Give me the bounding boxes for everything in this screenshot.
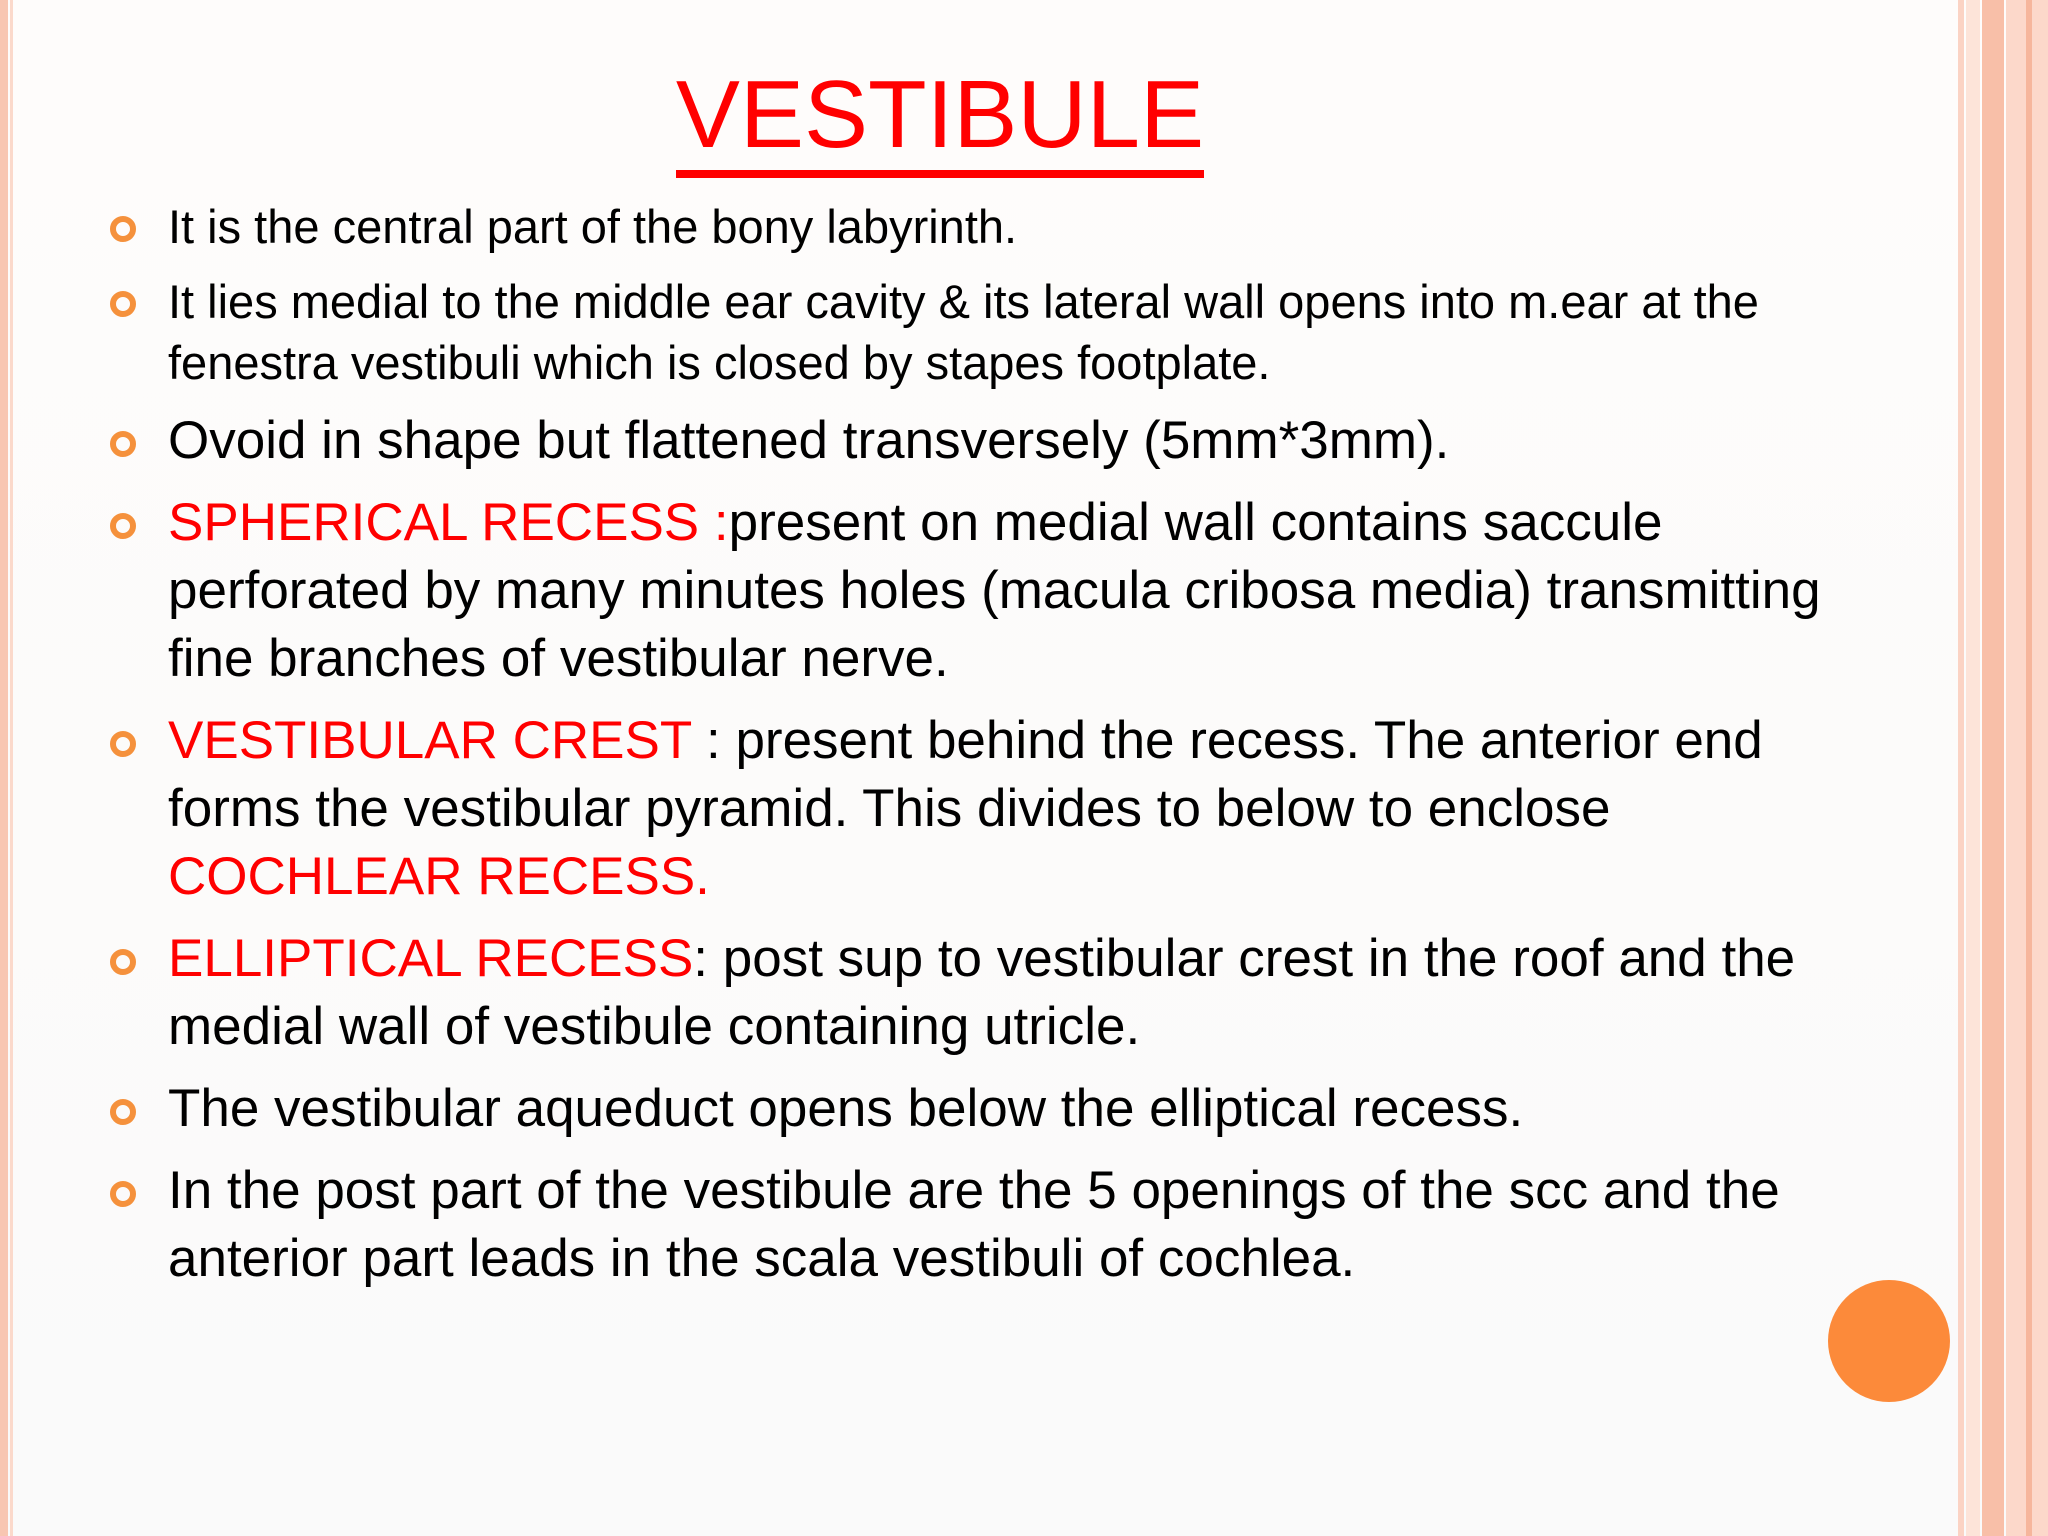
bullet-3-text: Ovoid in shape but flattened transversely (5mm*3mm). xyxy=(168,411,1450,470)
bullet-6-text: : post sup to vestibular crest in the roof and the medial wall of vestibule containing utricle. xyxy=(168,929,1796,1056)
cochlear-recess-term: COCHLEAR RECESS. xyxy=(168,847,710,906)
bullet-item-4 xyxy=(100,489,1880,693)
decorative-orange-circle xyxy=(1828,1280,1950,1402)
bullet-item-7 xyxy=(100,1075,1880,1143)
bullet-item-3 xyxy=(100,407,1880,475)
bullet-8-text: In the post part of the vestibule are the 5 openings of the scc and the anterior part leads in the scala vestibuli of cochlea. xyxy=(168,1161,1780,1288)
vestibular-crest-term: VESTIBULAR CREST xyxy=(168,711,692,770)
right-border-stripe-5 xyxy=(2026,0,2032,1536)
circle-bullet-icon xyxy=(110,513,136,539)
bullet-item-6 xyxy=(100,925,1880,1061)
right-border-stripe-1 xyxy=(1958,0,1964,1536)
circle-bullet-icon xyxy=(110,291,136,317)
circle-bullet-icon xyxy=(110,216,136,242)
right-border-stripe-2 xyxy=(1966,0,1980,1536)
circle-bullet-icon xyxy=(110,949,136,975)
slide-title-text: VESTIBULE xyxy=(676,60,1204,178)
spherical-recess-term: SPHERICAL RECESS : xyxy=(168,493,729,552)
bullet-item-8 xyxy=(100,1157,1880,1293)
left-border-stripe xyxy=(0,0,8,1536)
elliptical-recess-term: ELLIPTICAL RECESS xyxy=(168,929,694,988)
circle-bullet-icon xyxy=(110,731,136,757)
right-border-stripe-3 xyxy=(1982,0,2004,1536)
bullet-item-5 xyxy=(100,707,1880,911)
bullet-5-text: : present behind the recess. The anterior end forms the vestibular pyramid. This divides to below to enclose xyxy=(168,711,1763,838)
circle-bullet-icon xyxy=(110,1181,136,1207)
bullet-list xyxy=(100,196,1880,1307)
bullet-2-text: It lies medial to the middle ear cavity & its lateral wall opens into m.ear at the fenestra vestibuli which is closed by stapes footplate. xyxy=(168,275,1759,389)
bullet-1-text: It is the central part of the bony labyrinth. xyxy=(168,200,1018,253)
bullet-item-2 xyxy=(100,271,1880,393)
slide-title xyxy=(0,60,1880,178)
circle-bullet-icon xyxy=(110,431,136,457)
left-border-stripe-inner xyxy=(10,0,13,1536)
bullet-7-text: The vestibular aqueduct opens below the elliptical recess. xyxy=(168,1079,1524,1138)
bullet-4-text: present on medial wall contains saccule perforated by many minutes holes (macula cribosa media) transmitting fine branches of vestibular nerve. xyxy=(168,493,1821,688)
bullet-item-1 xyxy=(100,196,1880,257)
circle-bullet-icon xyxy=(110,1099,136,1125)
